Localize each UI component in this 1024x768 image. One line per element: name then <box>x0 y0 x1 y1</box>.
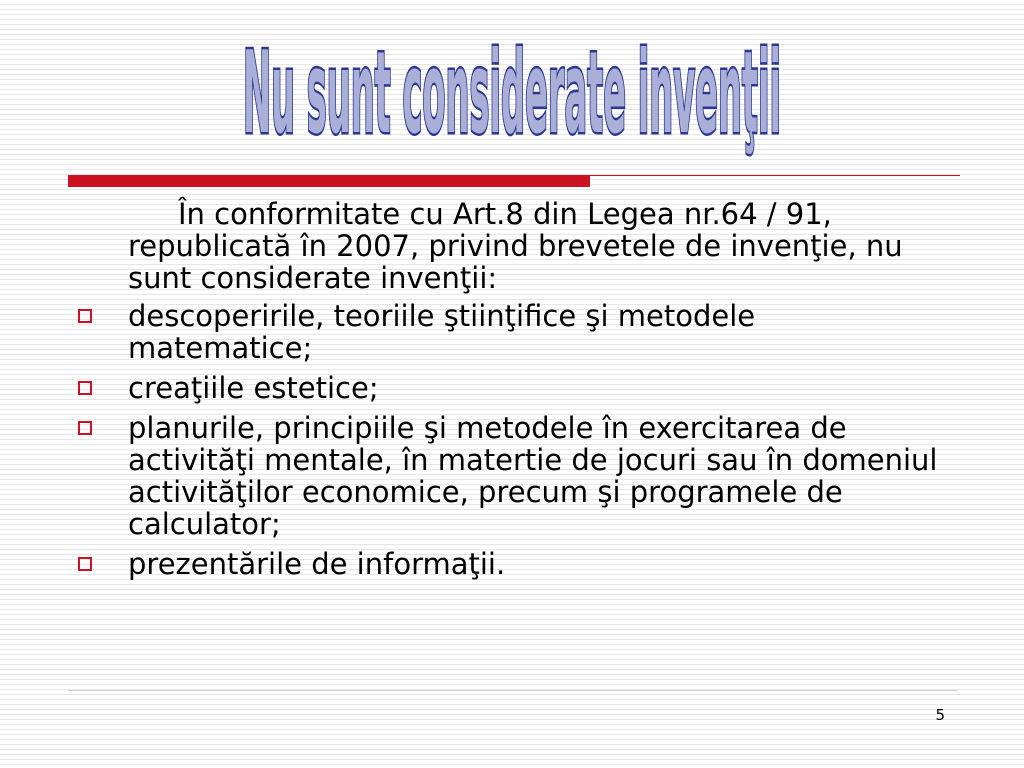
bullet-list <box>78 300 948 580</box>
title-text: Nu sunt considerate invenţii <box>242 27 782 160</box>
title-underline-thin <box>590 175 960 176</box>
slide-number: 5 <box>935 706 945 724</box>
footer-divider <box>68 690 958 691</box>
hollow-square-icon <box>78 557 92 571</box>
bullet-text: planurile, principiile şi metodele în exercitarea de activităţi mentale, în matertie de jocuri sau în domeniul activităţilor economice, precum şi programele de calculator; <box>128 411 938 541</box>
bullet-item <box>78 300 948 364</box>
bullet-text: creaţiile estetice; <box>128 371 379 405</box>
bullet-item <box>78 548 948 580</box>
bullet-item <box>78 412 948 540</box>
slide-body <box>78 198 948 588</box>
intro-paragraph: În conformitate cu Art.8 din Legea nr.64 / 91, republicată în 2007, privind brevetele de invenţie, nu sunt considerate invenţii: <box>128 197 903 295</box>
hollow-square-icon <box>78 381 92 395</box>
slide-title <box>0 22 1024 172</box>
bullet-text: descoperirile, teoriile ştiinţifice şi metodele matematice; <box>128 299 756 365</box>
title-wordart <box>112 22 912 172</box>
hollow-square-icon <box>78 421 92 435</box>
bullet-text: prezentările de informaţii. <box>128 547 506 581</box>
bullet-item <box>78 372 948 404</box>
hollow-square-icon <box>78 309 92 323</box>
title-underline-accent <box>68 175 590 187</box>
